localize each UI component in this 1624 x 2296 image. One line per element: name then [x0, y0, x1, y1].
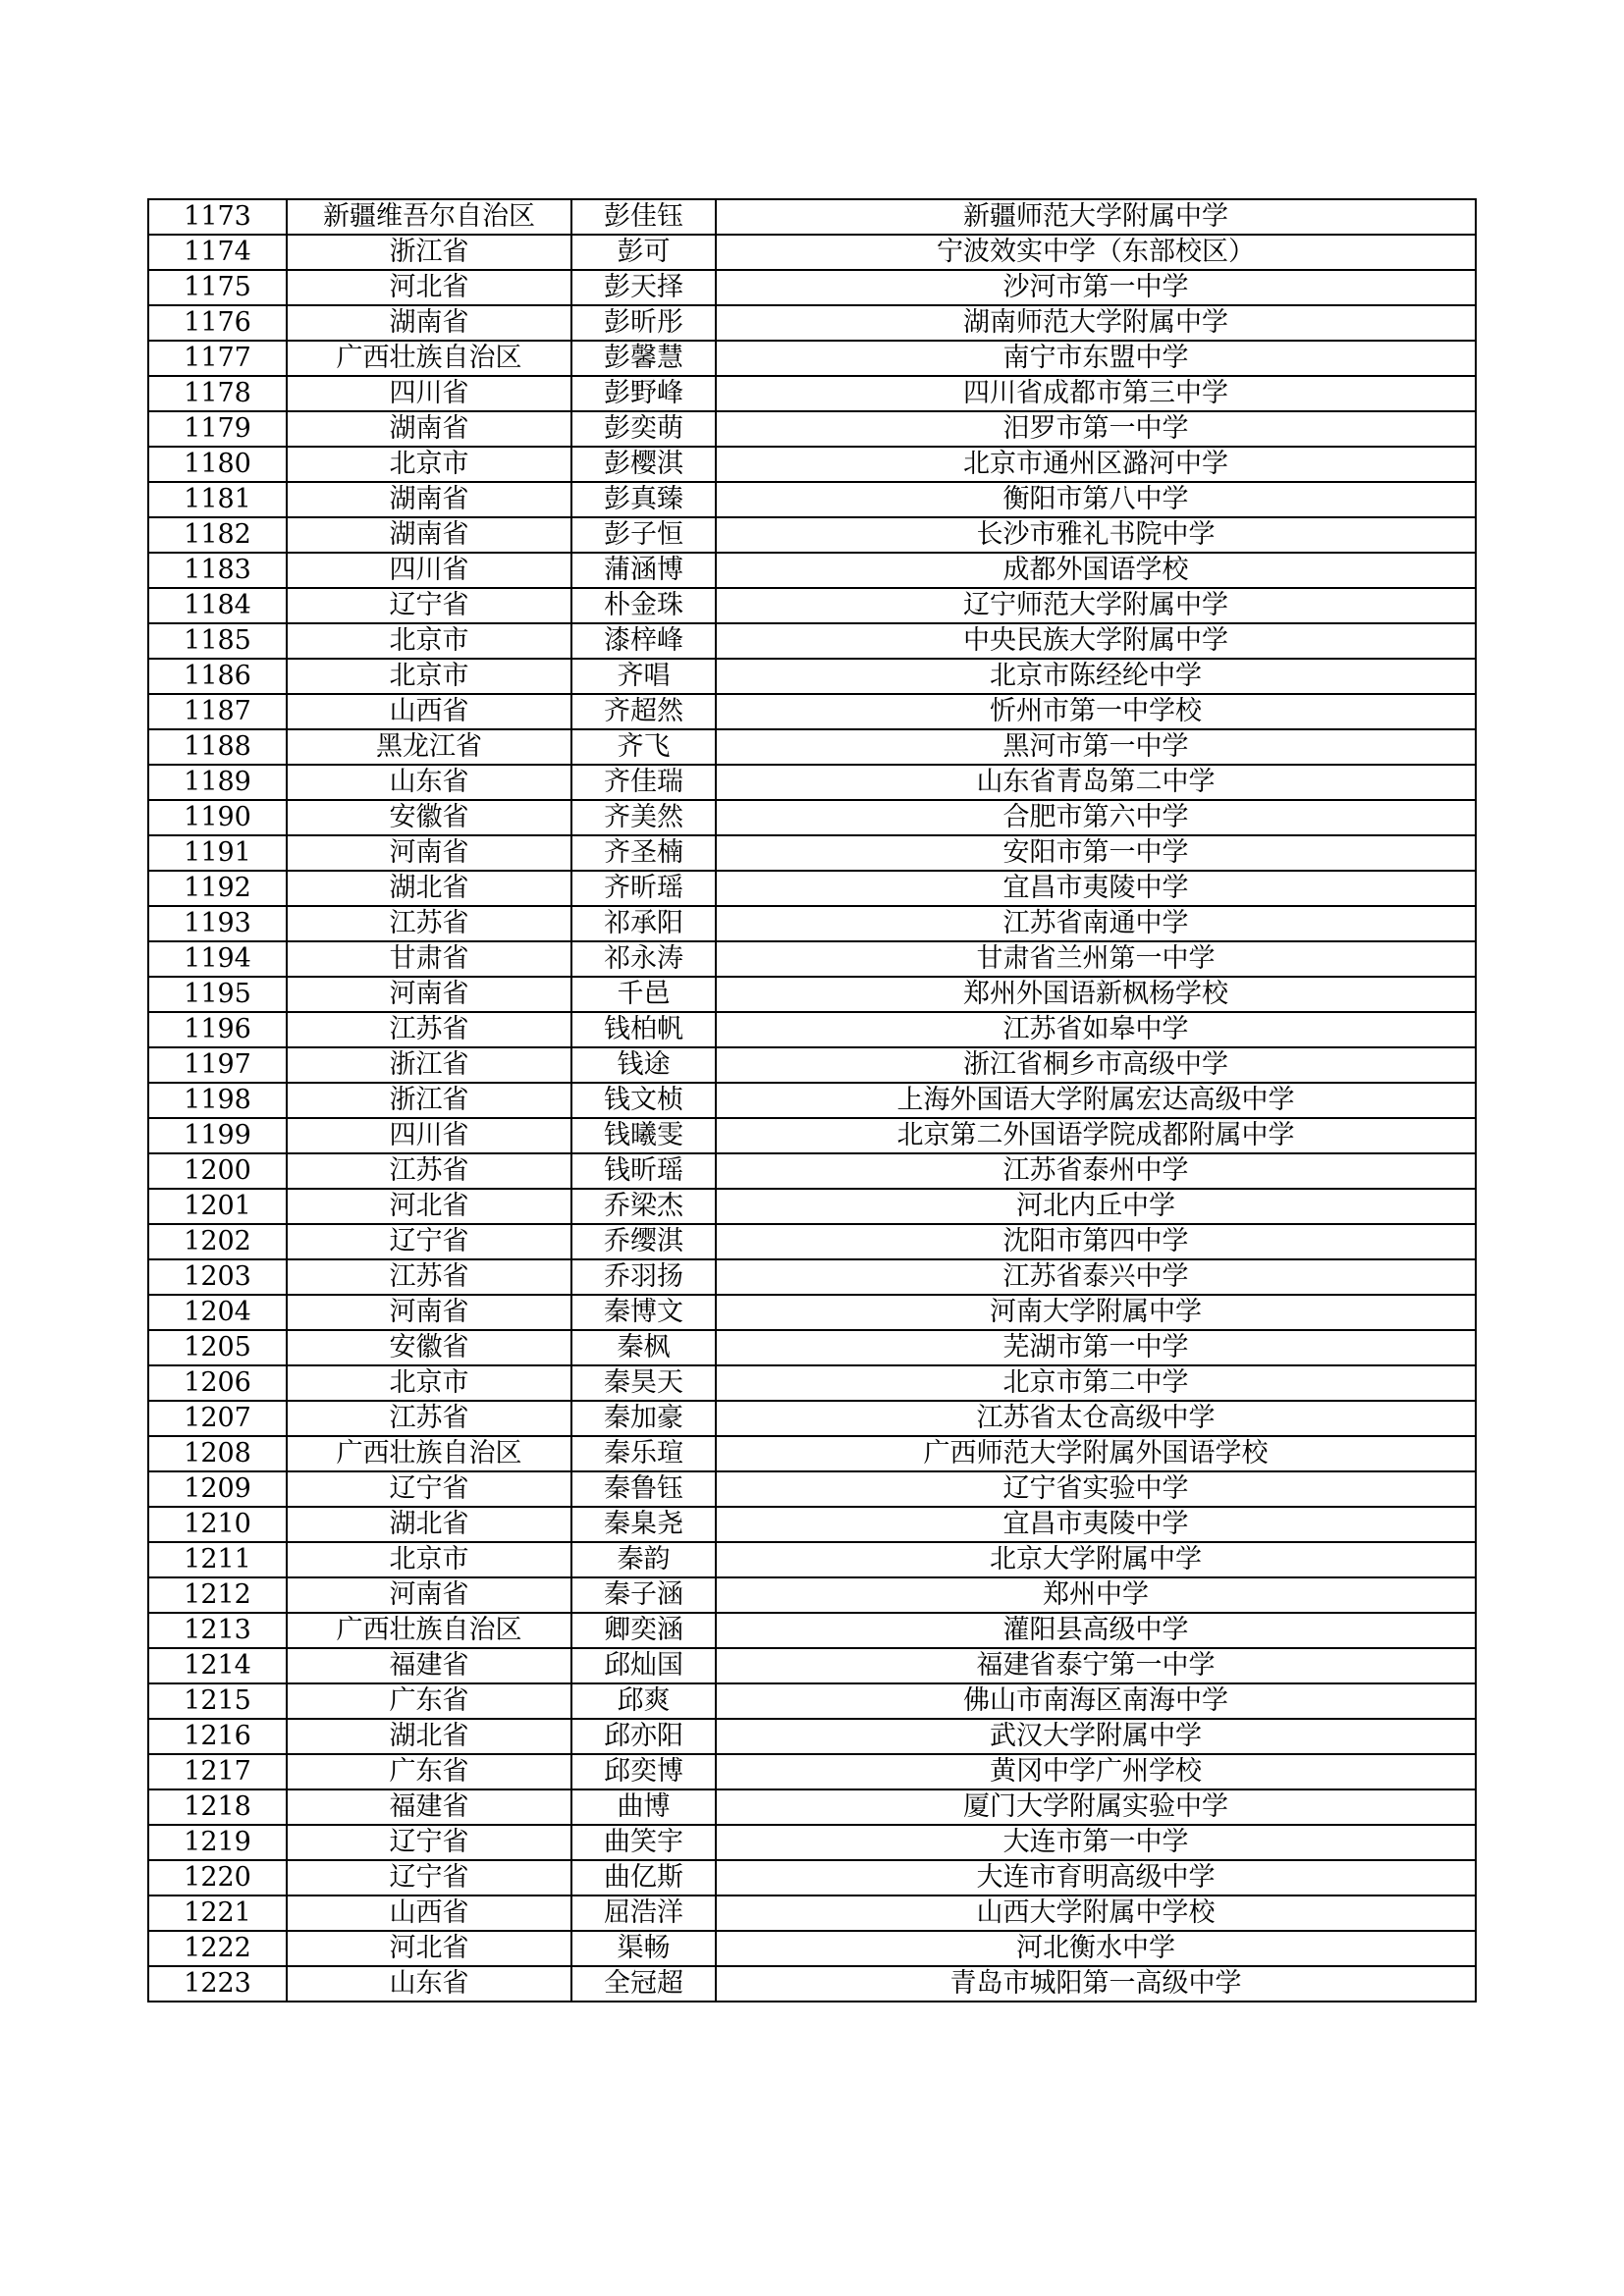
row-number-cell: 1195 [148, 977, 287, 1012]
row-number-cell: 1210 [148, 1507, 287, 1542]
table-row [148, 553, 1476, 588]
table-row [148, 270, 1476, 305]
row-number-cell: 1192 [148, 871, 287, 906]
row-number-cell: 1202 [148, 1224, 287, 1259]
province-cell: 河北省 [287, 270, 571, 305]
row-number-cell: 1184 [148, 588, 287, 623]
province-cell: 辽宁省 [287, 588, 571, 623]
student-name-cell: 祁永涛 [571, 941, 716, 977]
student-name-cell: 千邑 [571, 977, 716, 1012]
province-cell: 山西省 [287, 694, 571, 729]
student-name-cell: 齐佳瑞 [571, 765, 716, 800]
student-name-cell: 秦子涵 [571, 1577, 716, 1613]
student-name-cell: 彭佳钰 [571, 199, 716, 235]
student-name-cell: 彭野峰 [571, 376, 716, 411]
province-cell: 北京市 [287, 659, 571, 694]
table-row [148, 1436, 1476, 1471]
row-number-cell: 1198 [148, 1083, 287, 1118]
province-cell: 浙江省 [287, 1083, 571, 1118]
school-cell: 大连市育明高级中学 [716, 1860, 1476, 1896]
table-row [148, 1012, 1476, 1047]
table-row [148, 1259, 1476, 1295]
school-cell: 江苏省泰州中学 [716, 1153, 1476, 1189]
school-cell: 甘肃省兰州第一中学 [716, 941, 1476, 977]
student-name-cell: 曲亿斯 [571, 1860, 716, 1896]
school-cell: 广西师范大学附属外国语学校 [716, 1436, 1476, 1471]
student-name-cell: 秦臬尧 [571, 1507, 716, 1542]
school-cell: 山西大学附属中学校 [716, 1896, 1476, 1931]
province-cell: 广东省 [287, 1683, 571, 1719]
province-cell: 河南省 [287, 1295, 571, 1330]
row-number-cell: 1188 [148, 729, 287, 765]
province-cell: 四川省 [287, 553, 571, 588]
student-name-cell: 邱爽 [571, 1683, 716, 1719]
student-name-cell: 朴金珠 [571, 588, 716, 623]
row-number-cell: 1204 [148, 1295, 287, 1330]
table-row [148, 1825, 1476, 1860]
row-number-cell: 1205 [148, 1330, 287, 1365]
row-number-cell: 1174 [148, 235, 287, 270]
table-row [148, 623, 1476, 659]
school-cell: 黑河市第一中学 [716, 729, 1476, 765]
student-name-cell: 彭天择 [571, 270, 716, 305]
student-name-cell: 祁承阳 [571, 906, 716, 941]
province-cell: 四川省 [287, 1118, 571, 1153]
table-row [148, 659, 1476, 694]
student-name-cell: 钱文桢 [571, 1083, 716, 1118]
school-cell: 河南大学附属中学 [716, 1295, 1476, 1330]
table-row [148, 341, 1476, 376]
table-row [148, 1507, 1476, 1542]
school-cell: 衡阳市第八中学 [716, 482, 1476, 517]
student-name-cell: 齐超然 [571, 694, 716, 729]
province-cell: 广西壮族自治区 [287, 1613, 571, 1648]
province-cell: 湖北省 [287, 871, 571, 906]
province-cell: 河北省 [287, 1931, 571, 1966]
province-cell: 河南省 [287, 835, 571, 871]
student-name-cell: 曲笑宇 [571, 1825, 716, 1860]
school-cell: 北京市陈经纶中学 [716, 659, 1476, 694]
school-cell: 上海外国语大学附属宏达高级中学 [716, 1083, 1476, 1118]
student-name-cell: 钱昕瑶 [571, 1153, 716, 1189]
student-name-cell: 漆梓峰 [571, 623, 716, 659]
row-number-cell: 1207 [148, 1401, 287, 1436]
table-row [148, 729, 1476, 765]
school-cell: 宜昌市夷陵中学 [716, 871, 1476, 906]
province-cell: 江苏省 [287, 1401, 571, 1436]
student-name-cell: 全冠超 [571, 1966, 716, 2002]
row-number-cell: 1212 [148, 1577, 287, 1613]
row-number-cell: 1213 [148, 1613, 287, 1648]
row-number-cell: 1193 [148, 906, 287, 941]
table-row [148, 376, 1476, 411]
row-number-cell: 1178 [148, 376, 287, 411]
table-row [148, 1047, 1476, 1083]
school-cell: 汨罗市第一中学 [716, 411, 1476, 447]
table-row [148, 517, 1476, 553]
table-row [148, 1754, 1476, 1789]
row-number-cell: 1182 [148, 517, 287, 553]
table-row [148, 800, 1476, 835]
row-number-cell: 1175 [148, 270, 287, 305]
row-number-cell: 1189 [148, 765, 287, 800]
school-cell: 新疆师范大学附属中学 [716, 199, 1476, 235]
roster-body [148, 199, 1476, 2002]
student-name-cell: 屈浩洋 [571, 1896, 716, 1931]
province-cell: 河南省 [287, 977, 571, 1012]
school-cell: 忻州市第一中学校 [716, 694, 1476, 729]
student-name-cell: 卿奕涵 [571, 1613, 716, 1648]
row-number-cell: 1183 [148, 553, 287, 588]
province-cell: 安徽省 [287, 800, 571, 835]
table-row [148, 694, 1476, 729]
province-cell: 广西壮族自治区 [287, 341, 571, 376]
row-number-cell: 1203 [148, 1259, 287, 1295]
row-number-cell: 1176 [148, 305, 287, 341]
province-cell: 山东省 [287, 765, 571, 800]
school-cell: 宁波效实中学（东部校区） [716, 235, 1476, 270]
school-cell: 江苏省如皋中学 [716, 1012, 1476, 1047]
table-row [148, 1683, 1476, 1719]
table-row [148, 1224, 1476, 1259]
table-row [148, 1719, 1476, 1754]
province-cell: 浙江省 [287, 1047, 571, 1083]
table-row [148, 871, 1476, 906]
student-name-cell: 彭昕彤 [571, 305, 716, 341]
school-cell: 沙河市第一中学 [716, 270, 1476, 305]
row-number-cell: 1191 [148, 835, 287, 871]
province-cell: 北京市 [287, 447, 571, 482]
student-name-cell: 秦鲁钰 [571, 1471, 716, 1507]
school-cell: 辽宁师范大学附属中学 [716, 588, 1476, 623]
table-row [148, 1648, 1476, 1683]
row-number-cell: 1222 [148, 1931, 287, 1966]
school-cell: 合肥市第六中学 [716, 800, 1476, 835]
row-number-cell: 1186 [148, 659, 287, 694]
province-cell: 新疆维吾尔自治区 [287, 199, 571, 235]
student-name-cell: 邱奕博 [571, 1754, 716, 1789]
school-cell: 芜湖市第一中学 [716, 1330, 1476, 1365]
table-row [148, 835, 1476, 871]
table-row [148, 1966, 1476, 2002]
row-number-cell: 1217 [148, 1754, 287, 1789]
row-number-cell: 1214 [148, 1648, 287, 1683]
school-cell: 安阳市第一中学 [716, 835, 1476, 871]
school-cell: 辽宁省实验中学 [716, 1471, 1476, 1507]
student-name-cell: 邱灿国 [571, 1648, 716, 1683]
student-name-cell: 曲博 [571, 1789, 716, 1825]
student-name-cell: 彭可 [571, 235, 716, 270]
roster-sheet [147, 198, 1477, 2002]
row-number-cell: 1194 [148, 941, 287, 977]
school-cell: 武汉大学附属中学 [716, 1719, 1476, 1754]
province-cell: 湖南省 [287, 482, 571, 517]
table-row [148, 1365, 1476, 1401]
school-cell: 佛山市南海区南海中学 [716, 1683, 1476, 1719]
school-cell: 河北内丘中学 [716, 1189, 1476, 1224]
province-cell: 江苏省 [287, 1153, 571, 1189]
student-name-cell: 乔缨淇 [571, 1224, 716, 1259]
table-row [148, 1860, 1476, 1896]
school-cell: 北京市通州区潞河中学 [716, 447, 1476, 482]
table-row [148, 482, 1476, 517]
school-cell: 黄冈中学广州学校 [716, 1754, 1476, 1789]
table-row [148, 1471, 1476, 1507]
province-cell: 广东省 [287, 1754, 571, 1789]
school-cell: 大连市第一中学 [716, 1825, 1476, 1860]
student-name-cell: 秦枫 [571, 1330, 716, 1365]
student-name-cell: 秦加豪 [571, 1401, 716, 1436]
school-cell: 宜昌市夷陵中学 [716, 1507, 1476, 1542]
table-row [148, 199, 1476, 235]
school-cell: 中央民族大学附属中学 [716, 623, 1476, 659]
student-name-cell: 钱曦雯 [571, 1118, 716, 1153]
row-number-cell: 1179 [148, 411, 287, 447]
province-cell: 北京市 [287, 1365, 571, 1401]
row-number-cell: 1223 [148, 1966, 287, 2002]
province-cell: 江苏省 [287, 1259, 571, 1295]
school-cell: 福建省泰宁第一中学 [716, 1648, 1476, 1683]
province-cell: 江苏省 [287, 1012, 571, 1047]
school-cell: 湖南师范大学附属中学 [716, 305, 1476, 341]
row-number-cell: 1206 [148, 1365, 287, 1401]
row-number-cell: 1220 [148, 1860, 287, 1896]
student-name-cell: 秦韵 [571, 1542, 716, 1577]
province-cell: 四川省 [287, 376, 571, 411]
row-number-cell: 1187 [148, 694, 287, 729]
province-cell: 辽宁省 [287, 1471, 571, 1507]
row-number-cell: 1173 [148, 199, 287, 235]
school-cell: 北京大学附属中学 [716, 1542, 1476, 1577]
row-number-cell: 1197 [148, 1047, 287, 1083]
school-cell: 江苏省太仓高级中学 [716, 1401, 1476, 1436]
row-number-cell: 1199 [148, 1118, 287, 1153]
province-cell: 甘肃省 [287, 941, 571, 977]
province-cell: 湖南省 [287, 517, 571, 553]
province-cell: 北京市 [287, 623, 571, 659]
school-cell: 成都外国语学校 [716, 553, 1476, 588]
student-name-cell: 齐飞 [571, 729, 716, 765]
row-number-cell: 1216 [148, 1719, 287, 1754]
province-cell: 河北省 [287, 1189, 571, 1224]
school-cell: 灌阳县高级中学 [716, 1613, 1476, 1648]
student-name-cell: 彭子恒 [571, 517, 716, 553]
table-row [148, 1401, 1476, 1436]
school-cell: 厦门大学附属实验中学 [716, 1789, 1476, 1825]
table-row [148, 1613, 1476, 1648]
province-cell: 福建省 [287, 1789, 571, 1825]
table-row [148, 1896, 1476, 1931]
school-cell: 河北衡水中学 [716, 1931, 1476, 1966]
student-name-cell: 齐圣楠 [571, 835, 716, 871]
province-cell: 广西壮族自治区 [287, 1436, 571, 1471]
school-cell: 郑州中学 [716, 1577, 1476, 1613]
roster-table [147, 198, 1477, 2002]
school-cell: 南宁市东盟中学 [716, 341, 1476, 376]
table-row [148, 411, 1476, 447]
table-row [148, 1577, 1476, 1613]
school-cell: 北京第二外国语学院成都附属中学 [716, 1118, 1476, 1153]
table-row [148, 941, 1476, 977]
row-number-cell: 1218 [148, 1789, 287, 1825]
table-row [148, 765, 1476, 800]
student-name-cell: 秦昊天 [571, 1365, 716, 1401]
row-number-cell: 1221 [148, 1896, 287, 1931]
province-cell: 江苏省 [287, 906, 571, 941]
province-cell: 浙江省 [287, 235, 571, 270]
table-row [148, 977, 1476, 1012]
table-row [148, 1931, 1476, 1966]
row-number-cell: 1185 [148, 623, 287, 659]
table-row [148, 588, 1476, 623]
province-cell: 辽宁省 [287, 1825, 571, 1860]
student-name-cell: 齐唱 [571, 659, 716, 694]
table-row [148, 447, 1476, 482]
student-name-cell: 齐昕瑶 [571, 871, 716, 906]
school-cell: 青岛市城阳第一高级中学 [716, 1966, 1476, 2002]
province-cell: 山东省 [287, 1966, 571, 2002]
table-row [148, 1083, 1476, 1118]
student-name-cell: 渠畅 [571, 1931, 716, 1966]
province-cell: 黑龙江省 [287, 729, 571, 765]
province-cell: 湖南省 [287, 411, 571, 447]
school-cell: 郑州外国语新枫杨学校 [716, 977, 1476, 1012]
province-cell: 山西省 [287, 1896, 571, 1931]
province-cell: 辽宁省 [287, 1224, 571, 1259]
student-name-cell: 彭真臻 [571, 482, 716, 517]
school-cell: 江苏省泰兴中学 [716, 1259, 1476, 1295]
student-name-cell: 彭馨慧 [571, 341, 716, 376]
school-cell: 北京市第二中学 [716, 1365, 1476, 1401]
row-number-cell: 1201 [148, 1189, 287, 1224]
row-number-cell: 1209 [148, 1471, 287, 1507]
province-cell: 湖北省 [287, 1507, 571, 1542]
school-cell: 四川省成都市第三中学 [716, 376, 1476, 411]
student-name-cell: 蒲涵博 [571, 553, 716, 588]
row-number-cell: 1200 [148, 1153, 287, 1189]
table-row [148, 1153, 1476, 1189]
province-cell: 河南省 [287, 1577, 571, 1613]
province-cell: 辽宁省 [287, 1860, 571, 1896]
table-row [148, 1118, 1476, 1153]
school-cell: 浙江省桐乡市高级中学 [716, 1047, 1476, 1083]
student-name-cell: 钱柏帆 [571, 1012, 716, 1047]
row-number-cell: 1219 [148, 1825, 287, 1860]
student-name-cell: 齐美然 [571, 800, 716, 835]
student-name-cell: 秦乐瑄 [571, 1436, 716, 1471]
row-number-cell: 1190 [148, 800, 287, 835]
table-row [148, 235, 1476, 270]
row-number-cell: 1215 [148, 1683, 287, 1719]
student-name-cell: 钱途 [571, 1047, 716, 1083]
table-row [148, 1189, 1476, 1224]
table-row [148, 906, 1476, 941]
row-number-cell: 1181 [148, 482, 287, 517]
province-cell: 福建省 [287, 1648, 571, 1683]
row-number-cell: 1211 [148, 1542, 287, 1577]
student-name-cell: 乔羽扬 [571, 1259, 716, 1295]
table-row [148, 305, 1476, 341]
province-cell: 安徽省 [287, 1330, 571, 1365]
student-name-cell: 彭奕萌 [571, 411, 716, 447]
province-cell: 北京市 [287, 1542, 571, 1577]
row-number-cell: 1196 [148, 1012, 287, 1047]
row-number-cell: 1180 [148, 447, 287, 482]
table-row [148, 1330, 1476, 1365]
student-name-cell: 秦博文 [571, 1295, 716, 1330]
row-number-cell: 1177 [148, 341, 287, 376]
student-name-cell: 乔梁杰 [571, 1189, 716, 1224]
row-number-cell: 1208 [148, 1436, 287, 1471]
school-cell: 长沙市雅礼书院中学 [716, 517, 1476, 553]
school-cell: 沈阳市第四中学 [716, 1224, 1476, 1259]
student-name-cell: 邱亦阳 [571, 1719, 716, 1754]
student-name-cell: 彭樱淇 [571, 447, 716, 482]
school-cell: 山东省青岛第二中学 [716, 765, 1476, 800]
table-row [148, 1295, 1476, 1330]
province-cell: 湖北省 [287, 1719, 571, 1754]
table-row [148, 1542, 1476, 1577]
school-cell: 江苏省南通中学 [716, 906, 1476, 941]
table-row [148, 1789, 1476, 1825]
province-cell: 湖南省 [287, 305, 571, 341]
